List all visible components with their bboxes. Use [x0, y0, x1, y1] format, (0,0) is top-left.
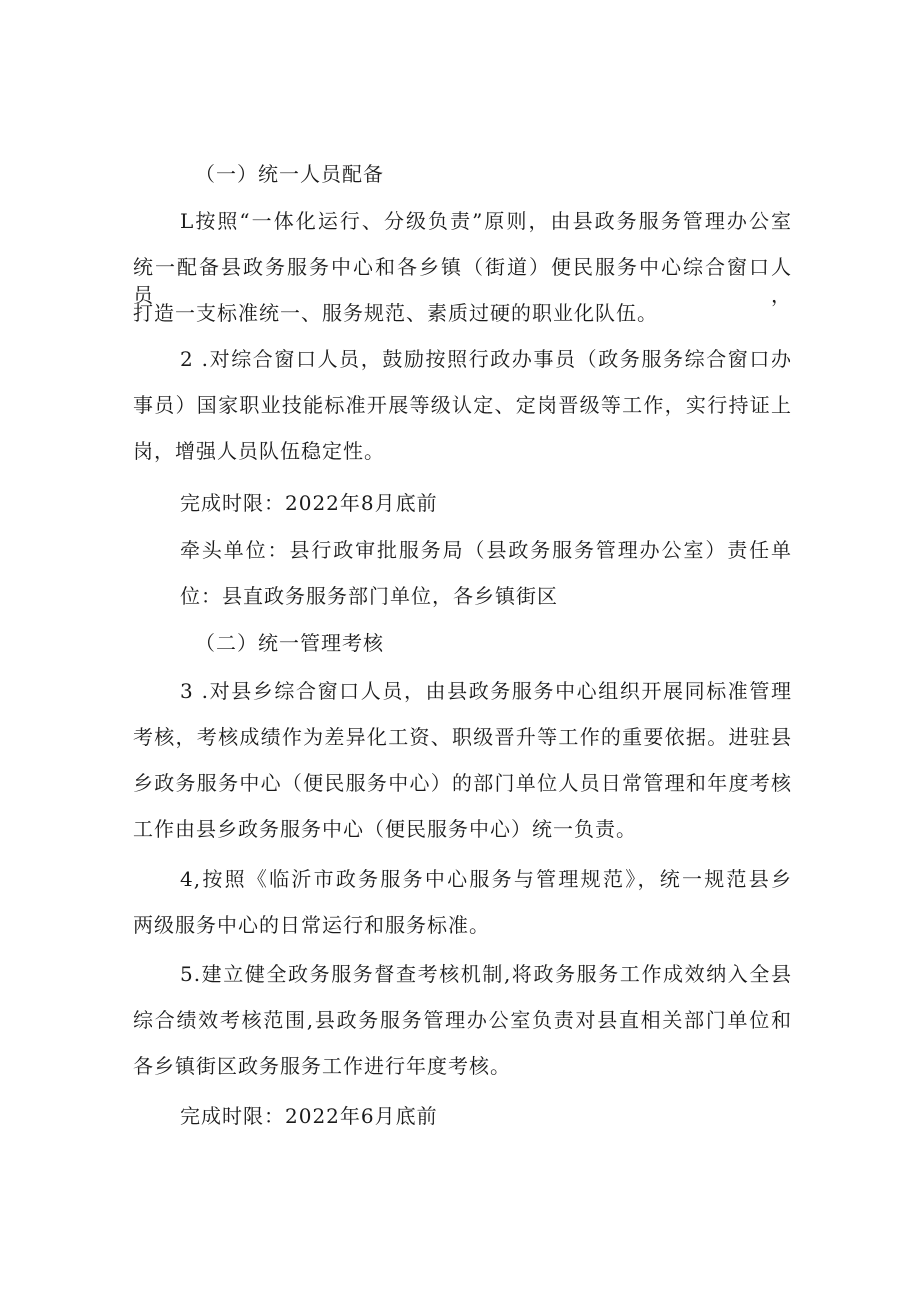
item1-line1: L按照“一体化运行、分级负责”原则，由县政务服务管理办公室: [180, 209, 792, 233]
deadline-1: 完成时限：2022年8月底前: [180, 491, 438, 515]
deadline-2: 完成时限：2022年6月底前: [180, 1104, 438, 1128]
item2-line2: 事员）国家职业技能标准开展等级认定、定岗晋级等工作，实行持证上: [133, 393, 792, 417]
item3-line2: 考核，考核成绩作为差异化工资、职级晋升等工作的重要依据。进驻县: [133, 725, 792, 749]
item2-line3: 岗，增强人员队伍稳定性。: [133, 439, 385, 463]
section1-heading: （一）统一人员配备: [195, 162, 384, 186]
item5-line1: 5.建立健全政务服务督查考核机制,将政务服务工作成效纳入全县: [180, 962, 792, 986]
item5-line2: 综合绩效考核范围,县政务服务管理办公室负责对县直相关部门单位和: [133, 1008, 792, 1032]
item5-line3: 各乡镇街区政务服务工作进行年度考核。: [133, 1054, 511, 1078]
item4-line1: 4,按照《临沂市政务服务中心服务与管理规范》，统一规范县乡: [180, 867, 792, 891]
item3-line4: 工作由县乡政务服务中心（便民服务中心）统一负责。: [133, 817, 637, 841]
lead-unit-line1: 牵头单位：县行政审批服务局（县政务服务管理办公室）责任单: [180, 538, 792, 562]
item1-line2: 统一配备县政务服务中心和各乡镇（街道）便民服务中心综合窗口人员，: [133, 255, 792, 307]
item3-line3: 乡政务服务中心（便民服务中心）的部门单位人员日常管理和年度考核: [133, 771, 792, 795]
item1-line3: 打造一支标准统一、服务规范、素质过硬的职业化队伍。: [133, 301, 658, 325]
item4-line2: 两级服务中心的日常运行和服务标准。: [133, 913, 490, 937]
lead-unit-line2: 位：县直政务服务部门单位，各乡镇街区: [180, 584, 558, 608]
item2-line1: 2 .对综合窗口人员，鼓励按照行政办事员（政务服务综合窗口办: [180, 347, 792, 371]
section2-heading: （二）统一管理考核: [195, 631, 384, 655]
item3-line1: 3 .对县乡综合窗口人员，由县政务服务中心组织开展同标准管理: [180, 679, 792, 703]
